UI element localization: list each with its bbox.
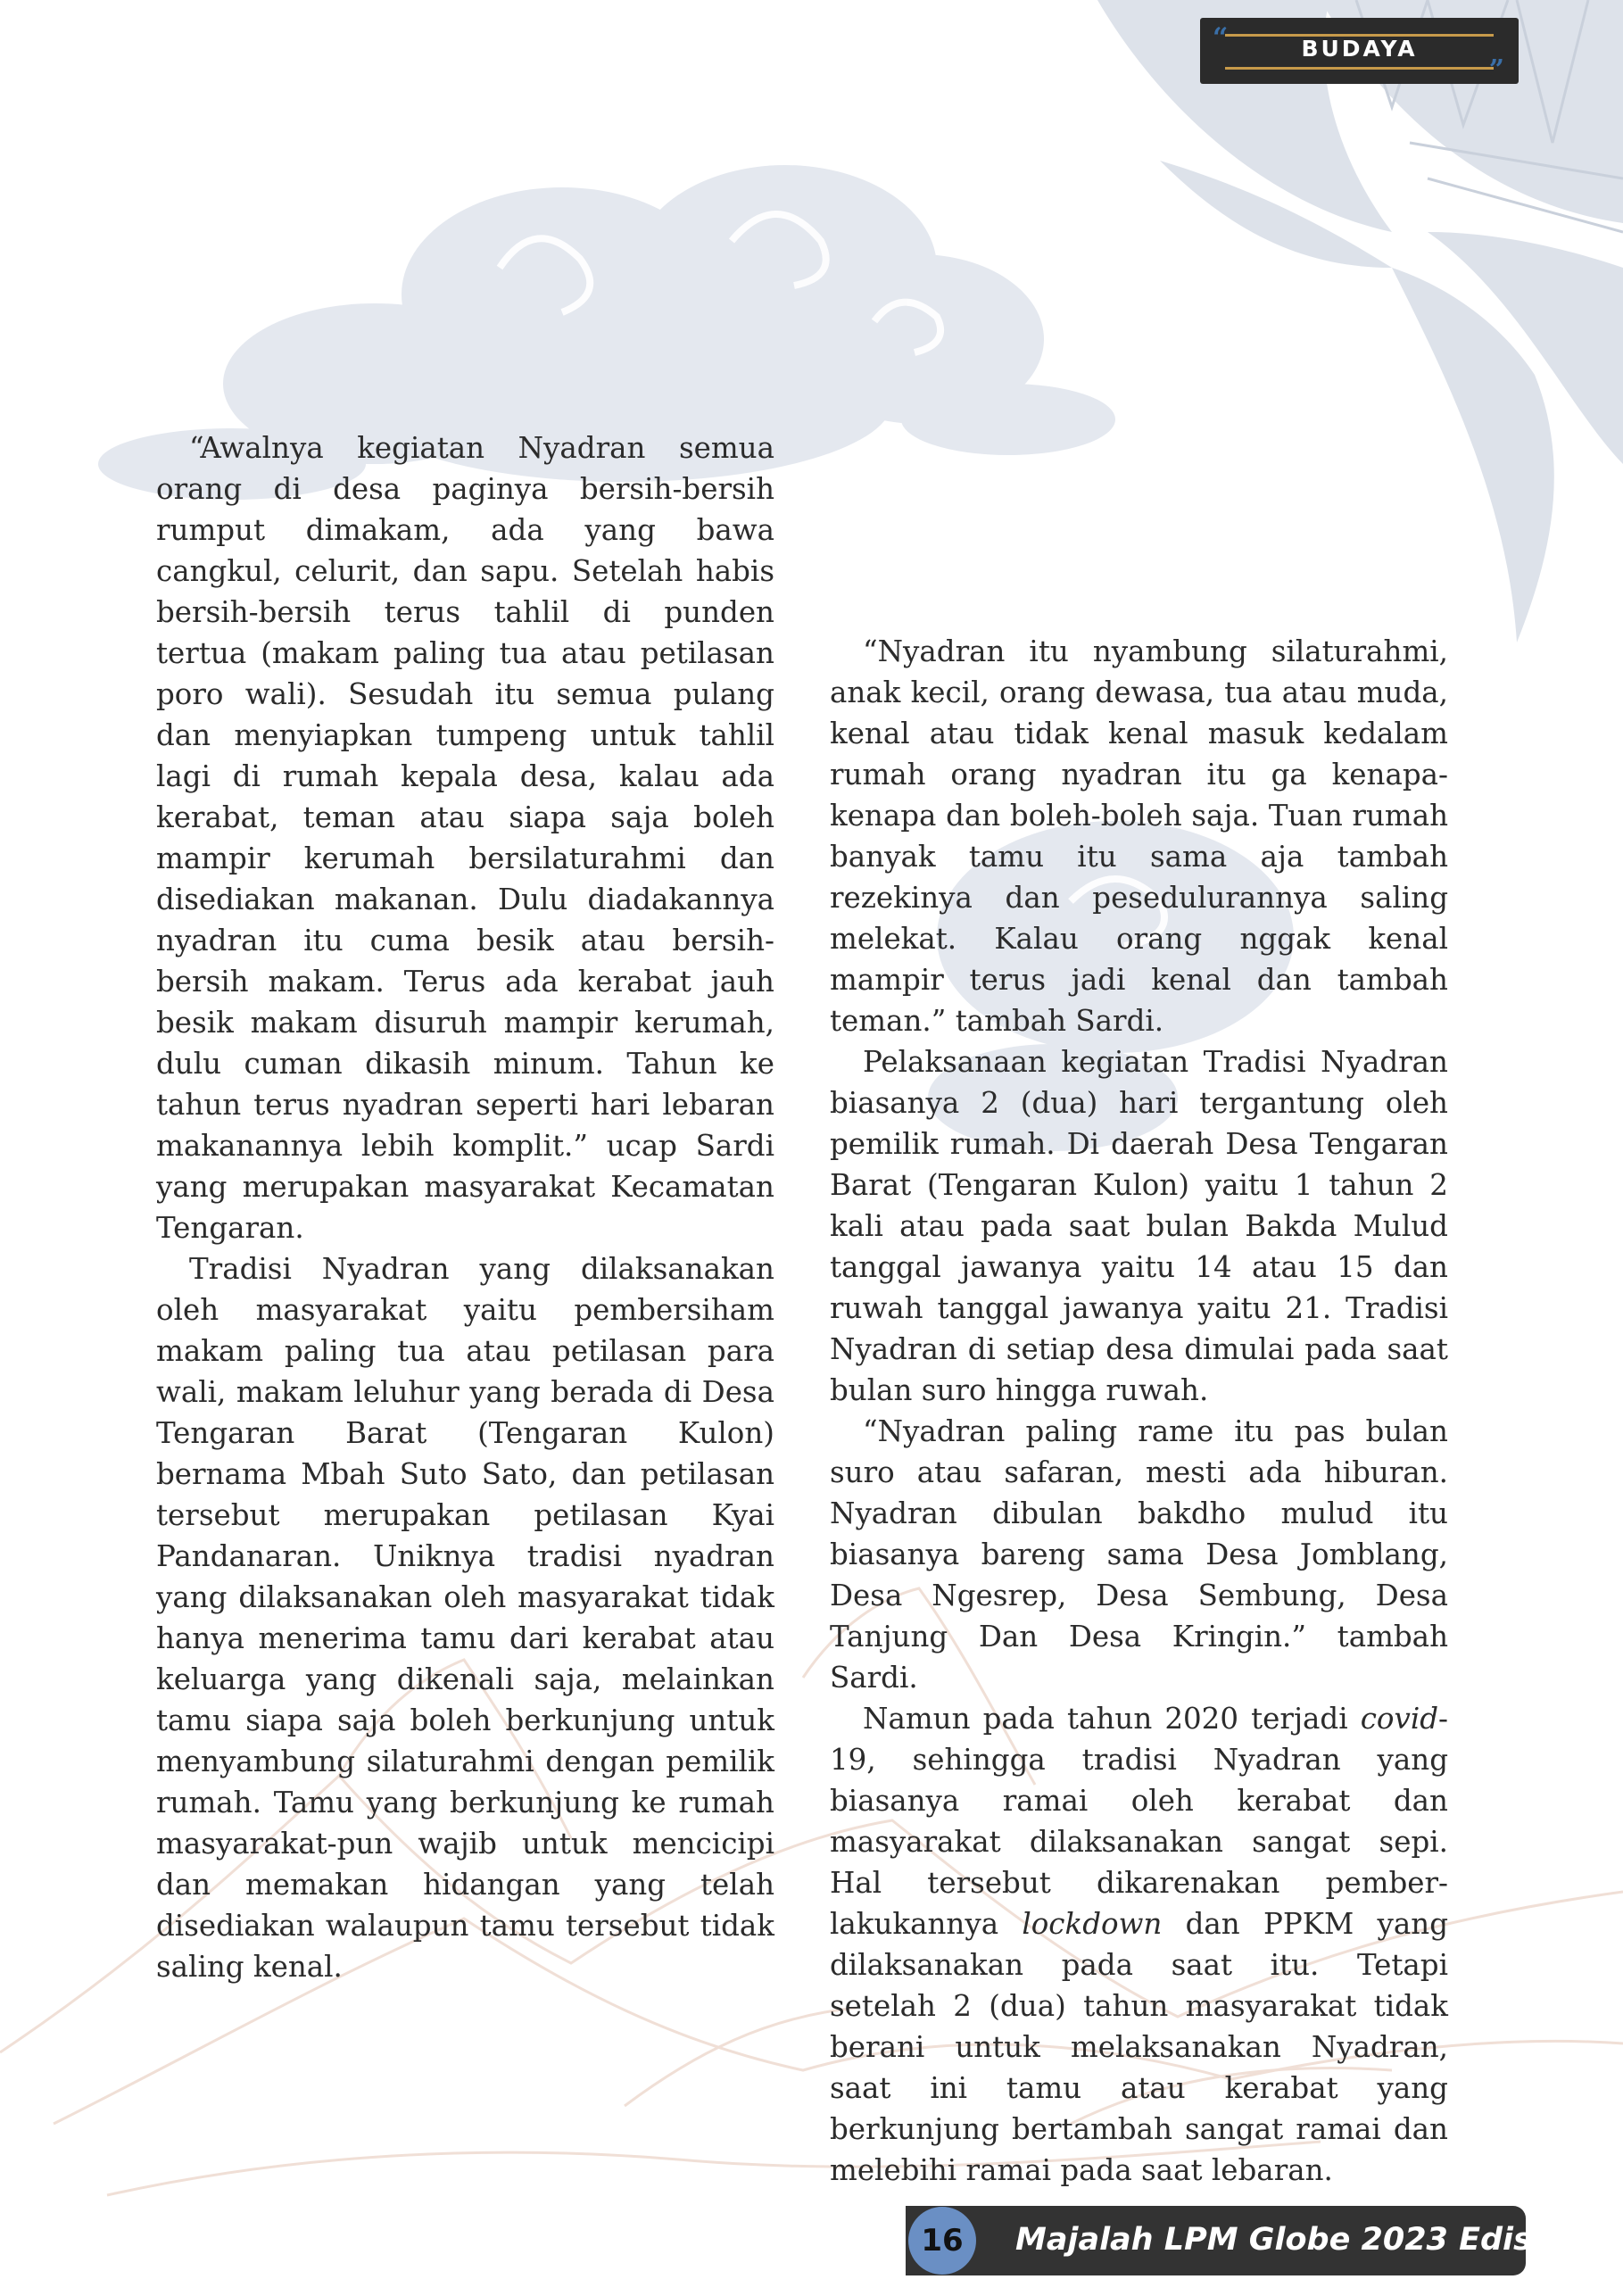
italic-term: lockdown <box>1022 1907 1163 1941</box>
section-tag <box>1200 18 1519 84</box>
open-quote-icon: “ <box>1213 22 1229 54</box>
left-column <box>156 427 774 1987</box>
paragraph: “Nyadran itu nyambung silaturahmi, anak kecil, orang dewasa, tua atau muda, kenal atau tidak kenal masuk kedalam rumah orang nyadran itu ga kenapa-kenapa dan boleh-boleh saja. Tuan rumah banyak tamu itu sama aja tambah rezekinya dan pesedulurannya saling melekat. Kalau orang nggak kenal mampir terus jadi kenal dan tambah teman.” tambah Sardi. <box>830 634 1448 1038</box>
section-label: BUDAYA <box>1301 36 1418 62</box>
paragraph: Tradisi Nyadran yang dilaksanakan oleh masyarakat yaitu pembersiham makam paling tua atau petilasan para wali, makam leluhur yang berada di Desa Tengaran Barat (Tengaran Kulon) bernama Mbah Suto Sato, dan petilasan tersebut merupakan petilasan Kyai Pandanaran. Uniknya tradisi nyadran yang dilaksanakan oleh masyarakat tidak hanya menerima tamu dari kerabat atau keluarga yang dikenali saja, melainkan tamu siapa saja boleh berkunjung untuk menyambung silaturahmi dengan pemilik rumah. Tamu yang berkunjung ke rumah masyarakat-pun wajib untuk mencicipi dan memakan hidangan yang telah disediakan walaupun tamu tersebut tidak saling kenal. <box>156 1252 774 1984</box>
page-number: 16 <box>908 2207 976 2275</box>
italic-term: covid <box>1360 1702 1439 1736</box>
tag-bottom-rule <box>1225 67 1494 70</box>
right-column <box>830 631 1448 2191</box>
paragraph: “Awalnya kegiatan Nyadran semua orang di desa paginya bersih-bersih rumput dimakam, ada yang bawa cangkul, celurit, dan sapu. Setelah habis bersih-bersih terus tahlil di punden tertua (makam paling tua atau petilasan poro wali). Sesudah itu semua pulang dan menyiapkan tumpeng untuk tahlil lagi di rumah kepala desa, kalau ada kerabat, teman atau siapa saja boleh mampir kerumah bersilaturahmi dan disediakan makanan. Dulu diadakannya nyadran itu cuma besik atau bersih-bersih makam. Terus ada kerabat jauh besik makam disuruh mampir kerumah, dulu cuman dikasih minum. Tahun ke tahun terus nyadran seperti hari lebaran makanannya lebih komplit.” ucap Sardi yang merupakan masyarakat Kecamatan Tengaran. <box>156 431 774 1245</box>
close-quote-icon: ” <box>1488 54 1504 86</box>
paragraph: Namun pada tahun 2020 terjadi covid-19, sehingga tradisi Nyadran yang biasanya ramai oleh kerabat dan masyarakat dilaksanakan sangat sepi. Hal tersebut dikarenakan pemberlakukannya lockdown dan PPKM yang dilaksanakan pada saat itu. Tetapi setelah 2 (dua) tahun masyarakat tidak berani untuk melaksanakan Nyadran, saat ini tamu atau kerabat yang berkunjung bertambah sangat ramai dan melebihi ramai pada saat lebaran. <box>830 1702 1448 2187</box>
paragraph: Pelaksanaan kegiatan Tradisi Nyadran biasanya 2 (dua) hari tergantung oleh pemilik rumah. Di daerah Desa Tengaran Barat (Tengaran Kulon) yaitu 1 tahun 2 kali atau pada saat bulan Bakda Mulud tanggal jawanya yaitu 14 atau 15 dan ruwah tanggal jawanya yaitu 21. Tradisi Nyadran di setiap desa dimulai pada saat bulan suro hingga ruwah. <box>830 1045 1448 1407</box>
flower-ornament <box>1097 0 1623 642</box>
magazine-title: Majalah LPM Globe 2023 Edisi I <box>1015 2222 1566 2258</box>
paragraph: “Nyadran paling rame itu pas bulan suro atau safaran, mesti ada hiburan. Nyadran dibulan bakdho mulud itu biasanya bareng sama Desa Jomblang, Desa Ngesrep, Desa Sembung, Desa Tanjung Dan Desa Kringin.” tambah Sardi. <box>830 1414 1448 1695</box>
